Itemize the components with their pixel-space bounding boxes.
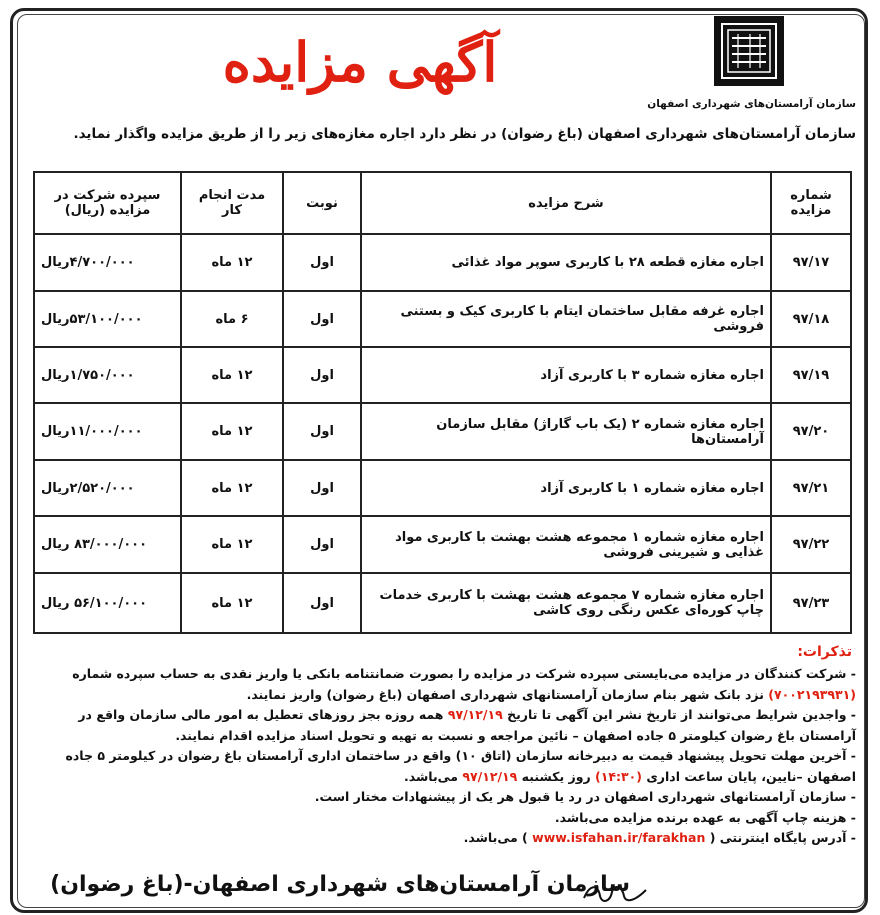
notes-section [28, 664, 856, 849]
note-text: روز یکشنبه [521, 768, 591, 784]
note-deposit [28, 664, 856, 705]
cell-number: ۹۷/۲۱ [771, 460, 851, 516]
signature-icon [580, 878, 650, 908]
website-link[interactable]: www.isfahan.ir/farakhan [532, 830, 706, 845]
cell-description: اجاره مغازه شماره ۳ با کاربری آزاد [361, 347, 771, 403]
cell-description: اجاره غرفه مقابل ساختمان ایتام با کاربری کیک و بستنی فروشی [361, 291, 771, 347]
table-row [34, 403, 851, 460]
table-row [34, 460, 851, 516]
cell-description: اجاره مغازه شماره ۲ (یک باب گاراژ) مقابل سازمان آرامستان‌ها [361, 403, 771, 460]
note-text: - شرکت کنندگان در مزایده می‌بایستی سپرده شرکت در مزایده را بصورت ضمانتنامه بانکی یا واریز نقدی به حساب سپرده شماره [72, 666, 856, 681]
cell-turn: اول [283, 234, 361, 291]
cell-deposit: ۵۶/۱۰۰/۰۰۰ ریال [34, 573, 181, 633]
table-row [34, 573, 851, 633]
cell-deposit: ۱/۷۵۰/۰۰۰ریال [34, 347, 181, 403]
header-description: شرح مزایده [361, 172, 771, 234]
note-rights: - سازمان آرامستانهای شهرداری اصفهان در رد یا قبول هر یک از پیشنهادات مختار است. [314, 789, 856, 804]
cell-duration: ۱۲ ماه [181, 573, 283, 633]
org-name-small: سازمان آرامستان‌های شهرداری اصفهان [647, 98, 856, 110]
cell-duration: ۱۲ ماه [181, 347, 283, 403]
header-number: شماره مزایده [771, 172, 851, 234]
note-text: ) می‌باشد. [463, 830, 528, 845]
deadline-date: ۹۷/۱۲/۱۹ [447, 707, 503, 722]
note-text: - آدرس پایگاه اینترنتی ( [709, 830, 856, 845]
header-deposit: سپرده شرکت در مزایده (ریال) [34, 172, 181, 234]
cell-turn: اول [283, 573, 361, 633]
organization-logo [714, 16, 784, 86]
cell-number: ۹۷/۲۰ [771, 403, 851, 460]
cell-duration: ۱۲ ماه [181, 516, 283, 573]
note-text: - آخرین مهلت تحویل پیشنهاد قیمت به دبیرخانه سازمان (اتاق ۱۰) واقع در ساختمان اداری آرامستان باغ رضوان در کیلومتر ۵ جاده اصفهان –نایین، پایان ساعت اداری [65, 748, 856, 784]
cell-deposit: ۵۳/۱۰۰/۰۰۰ریال [34, 291, 181, 347]
auction-table [33, 171, 852, 634]
note-website [28, 828, 856, 849]
note-text: می‌باشد. [403, 768, 459, 784]
cell-description: اجاره مغازه قطعه ۲۸ با کاربری سوپر مواد غذائی [361, 234, 771, 291]
deadline-date: ۹۷/۱۲/۱۹ [462, 768, 518, 784]
footer-org-name: سازمان آرامستان‌های شهرداری اصفهان-(باغ رضوان) [50, 872, 630, 897]
header-turn: نوبت [283, 172, 361, 234]
cell-deposit: ۴/۷۰۰/۰۰۰ریال [34, 234, 181, 291]
cell-turn: اول [283, 460, 361, 516]
cell-number: ۹۷/۲۲ [771, 516, 851, 573]
note-deadline [28, 746, 856, 787]
note-cost: - هزینه چاپ آگهی به عهده برنده مزایده می‌باشد. [554, 809, 856, 825]
note-text: نزد بانک شهر بنام سازمان آرامستانهای شهرداری اصفهان (باغ رضوان) واریز نمایند. [246, 686, 764, 702]
cell-turn: اول [283, 291, 361, 347]
cell-duration: ۶ ماه [181, 291, 283, 347]
cell-number: ۹۷/۱۸ [771, 291, 851, 347]
cell-description: اجاره مغازه شماره ۱ مجموعه هشت بهشت با کاربری مواد غذایی و شیرینی فروشی [361, 516, 771, 573]
table-row [34, 347, 851, 403]
logo-emblem-icon [720, 22, 778, 80]
intro-text: سازمان آرامستان‌های شهرداری اصفهان (باغ رضوان) در نظر دارد اجاره مغازه‌های زیر را از طریق مزایده واگذار نماید. [73, 126, 856, 142]
cell-duration: ۱۲ ماه [181, 234, 283, 291]
cell-turn: اول [283, 516, 361, 573]
cell-turn: اول [283, 347, 361, 403]
notes-title: تذکرات: [797, 644, 852, 660]
account-number: (۷۰۰۲۱۹۳۹۳۱) [768, 686, 856, 702]
table-row [34, 234, 851, 291]
cell-duration: ۱۲ ماه [181, 403, 283, 460]
note-text: - واجدین شرایط می‌توانند از تاریخ نشر این آگهی تا تاریخ [507, 707, 856, 722]
cell-turn: اول [283, 403, 361, 460]
table-header-row [34, 172, 851, 234]
note-documents [28, 705, 856, 746]
table-row [34, 291, 851, 347]
cell-deposit: ۸۳/۰۰۰/۰۰۰ ریال [34, 516, 181, 573]
cell-description: اجاره مغازه شماره ۷ مجموعه هشت بهشت با کاربری خدمات چاپ کوره‌ای عکس رنگی روی کاشی [361, 573, 771, 633]
page-title: آگهی مزایده [222, 30, 498, 94]
cell-deposit: ۱۱/۰۰۰/۰۰۰ریال [34, 403, 181, 460]
cell-description: اجاره مغازه شماره ۱ با کاربری آزاد [361, 460, 771, 516]
cell-duration: ۱۲ ماه [181, 460, 283, 516]
cell-number: ۹۷/۲۳ [771, 573, 851, 633]
note-text: همه روزه بجز روزهای تعطیل به امور مالی سازمان واقع در آرامستان باغ رضوان کیلومتر ۵ جاده اصفهان – نائین مراجعه و نسبت به تهیه و تحویل اسناد مزایده اقدام نمایند. [78, 707, 856, 743]
cell-number: ۹۷/۱۷ [771, 234, 851, 291]
deadline-time: (۱۴:۳۰) [595, 768, 642, 784]
cell-deposit: ۲/۵۲۰/۰۰۰ریال [34, 460, 181, 516]
cell-number: ۹۷/۱۹ [771, 347, 851, 403]
header-duration: مدت انجام کار [181, 172, 283, 234]
table-row [34, 516, 851, 573]
